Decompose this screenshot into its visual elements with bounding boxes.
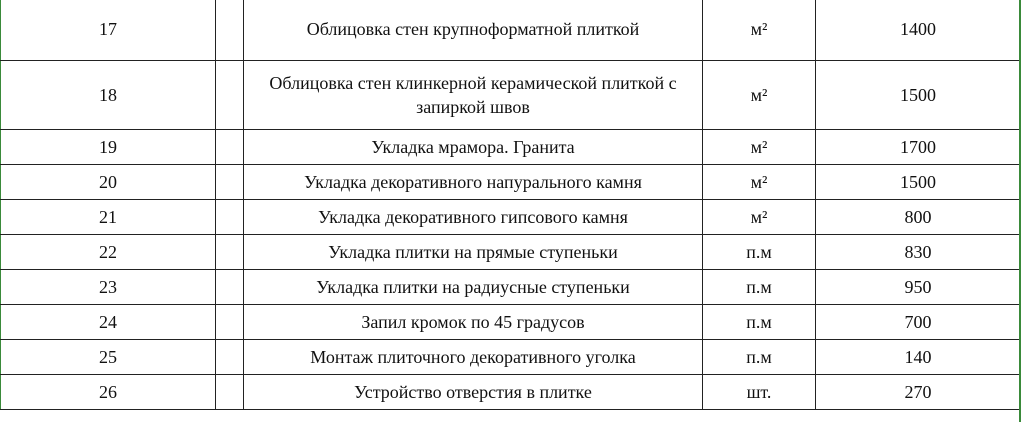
price: 830: [816, 235, 1021, 270]
spacer-cell: [216, 200, 244, 235]
table-row: [1, 0, 1021, 61]
row-number: 18: [1, 61, 216, 130]
table-row: [1, 61, 1021, 130]
spacer-cell: [216, 235, 244, 270]
row-number: 23: [1, 270, 216, 305]
unit: м²: [703, 130, 816, 165]
work-name: Устройство отверстия в плитке: [244, 375, 703, 410]
work-name: Укладка мрамора. Гранита: [244, 130, 703, 165]
price: 1500: [816, 61, 1021, 130]
spacer-cell: [216, 130, 244, 165]
row-number: 17: [1, 0, 216, 61]
row-number: 26: [1, 375, 216, 410]
unit: м²: [703, 165, 816, 200]
unit: п.м: [703, 270, 816, 305]
row-number: 19: [1, 130, 216, 165]
price: 1700: [816, 130, 1021, 165]
unit: шт.: [703, 375, 816, 410]
spacer-cell: [216, 375, 244, 410]
row-number: 20: [1, 165, 216, 200]
unit: м²: [703, 0, 816, 61]
table-row: [1, 305, 1021, 340]
unit: п.м: [703, 235, 816, 270]
price: 140: [816, 340, 1021, 375]
work-name: Монтаж плиточного декоративного уголка: [244, 340, 703, 375]
work-name: Укладка декоративного гипсового камня: [244, 200, 703, 235]
row-number: 21: [1, 200, 216, 235]
spacer-cell: [216, 165, 244, 200]
unit: м²: [703, 61, 816, 130]
unit: м²: [703, 200, 816, 235]
row-number: 24: [1, 305, 216, 340]
work-name: Укладка декоративного напурального камня: [244, 165, 703, 200]
work-name: Укладка плитки на радиусные ступеньки: [244, 270, 703, 305]
table-row: [1, 235, 1021, 270]
work-name: Укладка плитки на прямые ступеньки: [244, 235, 703, 270]
spacer-cell: [216, 305, 244, 340]
spacer-cell: [216, 340, 244, 375]
unit: п.м: [703, 340, 816, 375]
spacer-cell: [216, 0, 244, 61]
price: 1400: [816, 0, 1021, 61]
unit: п.м: [703, 305, 816, 340]
spacer-cell: [216, 61, 244, 130]
price: 700: [816, 305, 1021, 340]
price: 270: [816, 375, 1021, 410]
work-name: Облицовка стен клинкерной керамической плиткой с запиркой швов: [244, 61, 703, 130]
table-row: [1, 165, 1021, 200]
table-row: [1, 270, 1021, 305]
price: 800: [816, 200, 1021, 235]
spacer-cell: [216, 270, 244, 305]
table-row: [1, 340, 1021, 375]
table-row: [1, 200, 1021, 235]
price: 950: [816, 270, 1021, 305]
price: 1500: [816, 165, 1021, 200]
row-number: 25: [1, 340, 216, 375]
table-row: [1, 130, 1021, 165]
table-row: [1, 375, 1021, 410]
row-number: 22: [1, 235, 216, 270]
work-name: Облицовка стен крупноформатной плиткой: [244, 0, 703, 61]
work-name: Запил кромок по 45 градусов: [244, 305, 703, 340]
